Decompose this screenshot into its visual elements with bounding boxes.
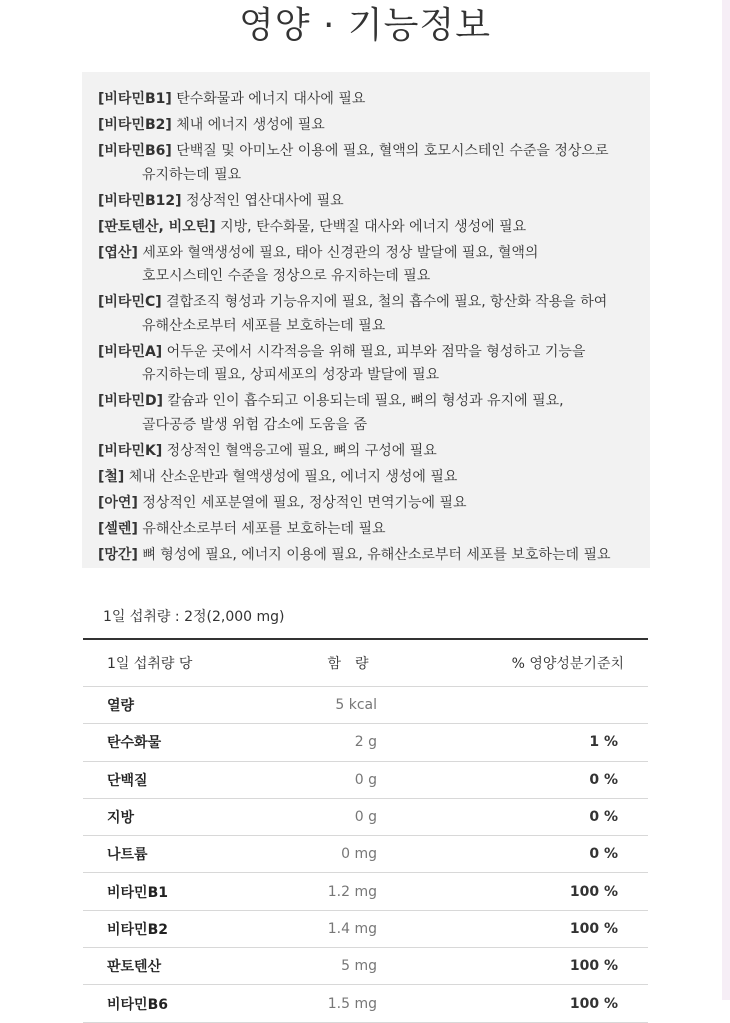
- function-item-tag: [비타민A]: [98, 343, 163, 360]
- function-item-line: [98, 440, 640, 464]
- nutrient-name: 탄수화물: [107, 735, 162, 752]
- header-serving: 1일 섭취량 당: [107, 656, 193, 672]
- function-item-line: [98, 140, 640, 164]
- table-row: [83, 724, 648, 761]
- table-row: [83, 799, 648, 836]
- function-item-text: 유해산소로부터 세포를 보호하는데 필요: [142, 520, 386, 537]
- function-item-line: [98, 114, 640, 138]
- function-item: [98, 341, 640, 388]
- function-item-text: 정상적인 세포분열에 필요, 정상적인 면역기능에 필요: [142, 494, 467, 511]
- function-item: [98, 440, 640, 464]
- function-item-line: [98, 291, 640, 315]
- nutrient-daily-value: 100 %: [569, 958, 618, 975]
- function-item-text: 유지하는데 필요, 상피세포의 성장과 발달에 필요: [142, 367, 440, 383]
- function-item-line: [98, 466, 640, 490]
- function-item-tag: [비타민D]: [98, 393, 163, 409]
- table-row: [83, 985, 648, 1022]
- nutrient-name: 비타민B1: [107, 884, 168, 901]
- table-row: [83, 948, 648, 985]
- function-item-line: [98, 518, 640, 542]
- function-item-text: 유지하는데 필요: [142, 166, 242, 183]
- function-item-text: 유해산소로부터 세포를 보호하는데 필요: [142, 317, 386, 334]
- function-item-text: 정상적인 혈액응고에 필요, 뼈의 구성에 필요: [166, 442, 437, 459]
- function-item: [98, 114, 640, 138]
- function-item-tag: [아연]: [98, 494, 138, 511]
- function-item-line: [98, 492, 640, 516]
- function-item-line: [98, 164, 640, 188]
- function-item-line: [98, 265, 640, 289]
- function-item-line: [98, 315, 640, 339]
- table-row: [83, 911, 648, 948]
- function-item: [98, 544, 640, 568]
- function-item-text: 결합조직 형성과 기능유지에 필요, 철의 흡수에 필요, 항산화 작용을 하여: [166, 294, 608, 310]
- page-edge-strip: [722, 0, 730, 1000]
- nutrition-table-body: [83, 687, 648, 1023]
- nutrient-daily-value: 0 %: [589, 771, 618, 788]
- function-item: [98, 140, 640, 187]
- nutrient-name: 나트륨: [107, 847, 148, 864]
- function-item-line: [98, 242, 640, 266]
- nutrient-amount: 5 mg: [341, 958, 377, 975]
- function-item-tag: [비타민B12]: [98, 192, 182, 209]
- nutrient-daily-value: 100 %: [569, 995, 618, 1012]
- nutrition-table: [83, 638, 648, 1023]
- nutrient-daily-value: 0 %: [589, 846, 618, 863]
- function-item-tag: [엽산]: [98, 244, 138, 261]
- function-item: [98, 291, 640, 338]
- table-row: [83, 873, 648, 910]
- nutrient-name: 열량: [107, 698, 135, 715]
- nutrient-name: 지방: [107, 810, 135, 827]
- page-title: 영양 · 기능정보: [239, 5, 491, 46]
- function-item-text: 체내 산소운반과 혈액생성에 필요, 에너지 생성에 필요: [128, 468, 458, 485]
- function-item: [98, 466, 640, 490]
- function-item-tag: [비타민B1]: [98, 91, 172, 107]
- function-item-tag: [비타민K]: [98, 442, 163, 459]
- function-item-line: [98, 364, 640, 388]
- nutrient-name: 판토텐산: [107, 959, 162, 976]
- function-item-text: 세포와 혈액생성에 필요, 태아 신경관의 정상 발달에 필요, 혈액의: [142, 244, 539, 261]
- function-item-line: [98, 190, 640, 214]
- nutrition-table-header: [83, 640, 648, 687]
- function-item-tag: [비타민B2]: [98, 117, 172, 133]
- function-item-text: 체내 에너지 생성에 필요: [176, 117, 325, 133]
- table-row: [83, 762, 648, 799]
- function-item-tag: [철]: [98, 468, 125, 485]
- nutrient-amount: 0 g: [354, 809, 377, 826]
- function-item-line: [98, 390, 640, 414]
- nutrient-amount: 1.4 mg: [327, 920, 377, 937]
- daily-serving-label: 1일 섭취량 : 2정(2,000 mg): [103, 609, 285, 625]
- function-item-tag: [비타민B6]: [98, 143, 172, 159]
- function-item: [98, 390, 640, 437]
- function-item-text: 뼈 형성에 필요, 에너지 이용에 필요, 유해산소로부터 세포를 보호하는데 필요: [142, 546, 611, 563]
- function-info-box: [82, 72, 650, 568]
- function-item-line: [98, 88, 640, 112]
- function-item: [98, 88, 640, 112]
- table-row: [83, 836, 648, 873]
- function-item: [98, 492, 640, 516]
- function-item-line: [98, 544, 640, 568]
- nutrient-daily-value: 0 %: [589, 809, 618, 826]
- nutrient-name: 비타민B6: [107, 996, 168, 1013]
- nutrient-name: 단백질: [107, 772, 148, 789]
- nutrient-amount: 1.5 mg: [327, 995, 377, 1012]
- function-item-text: 지방, 탄수화물, 단백질 대사와 에너지 생성에 필요: [220, 218, 527, 235]
- nutrient-daily-value: 1 %: [589, 734, 618, 751]
- function-item: [98, 518, 640, 542]
- function-item-tag: [망간]: [98, 546, 138, 563]
- function-item-tag: [판토텐산, 비오틴]: [98, 218, 216, 235]
- nutrient-daily-value: 100 %: [569, 883, 618, 900]
- function-item: [98, 216, 640, 240]
- nutrient-amount: 2 g: [354, 734, 377, 751]
- nutrient-amount: 0 mg: [341, 846, 377, 863]
- nutrient-amount: 0 g: [354, 771, 377, 788]
- function-item-text: 칼슘과 인이 흡수되고 이용되는데 필요, 뼈의 형성과 유지에 필요,: [167, 393, 564, 409]
- function-item: [98, 242, 640, 289]
- function-item-text: 어두운 곳에서 시각적응을 위해 필요, 피부와 점막을 형성하고 기능을: [166, 343, 586, 360]
- nutrient-name: 비타민B2: [107, 921, 168, 938]
- nutrient-amount: 1.2 mg: [327, 883, 377, 900]
- function-item-text: 단백질 및 아미노산 이용에 필요, 혈액의 호모시스테인 수준을 정상으로: [176, 143, 609, 159]
- function-item-tag: [셀렌]: [98, 520, 138, 537]
- function-item-line: [98, 341, 640, 365]
- function-item-text: 호모시스테인 수준을 정상으로 유지하는데 필요: [142, 268, 431, 284]
- function-item-tag: [비타민C]: [98, 294, 162, 310]
- header-amount: 함 량: [327, 656, 369, 672]
- function-item-text: 골다공증 발생 위험 감소에 도움을 줌: [142, 416, 368, 433]
- nutrient-daily-value: 100 %: [569, 920, 618, 937]
- function-item-line: [98, 414, 640, 438]
- nutrient-amount: 5 kcal: [335, 697, 377, 714]
- function-item-text: 탄수화물과 에너지 대사에 필요: [176, 91, 366, 107]
- table-row: [83, 687, 648, 724]
- function-item: [98, 190, 640, 214]
- function-item-text: 정상적인 엽산대사에 필요: [185, 192, 344, 209]
- function-item-line: [98, 216, 640, 240]
- header-daily-value: % 영양성분기준치: [511, 656, 624, 672]
